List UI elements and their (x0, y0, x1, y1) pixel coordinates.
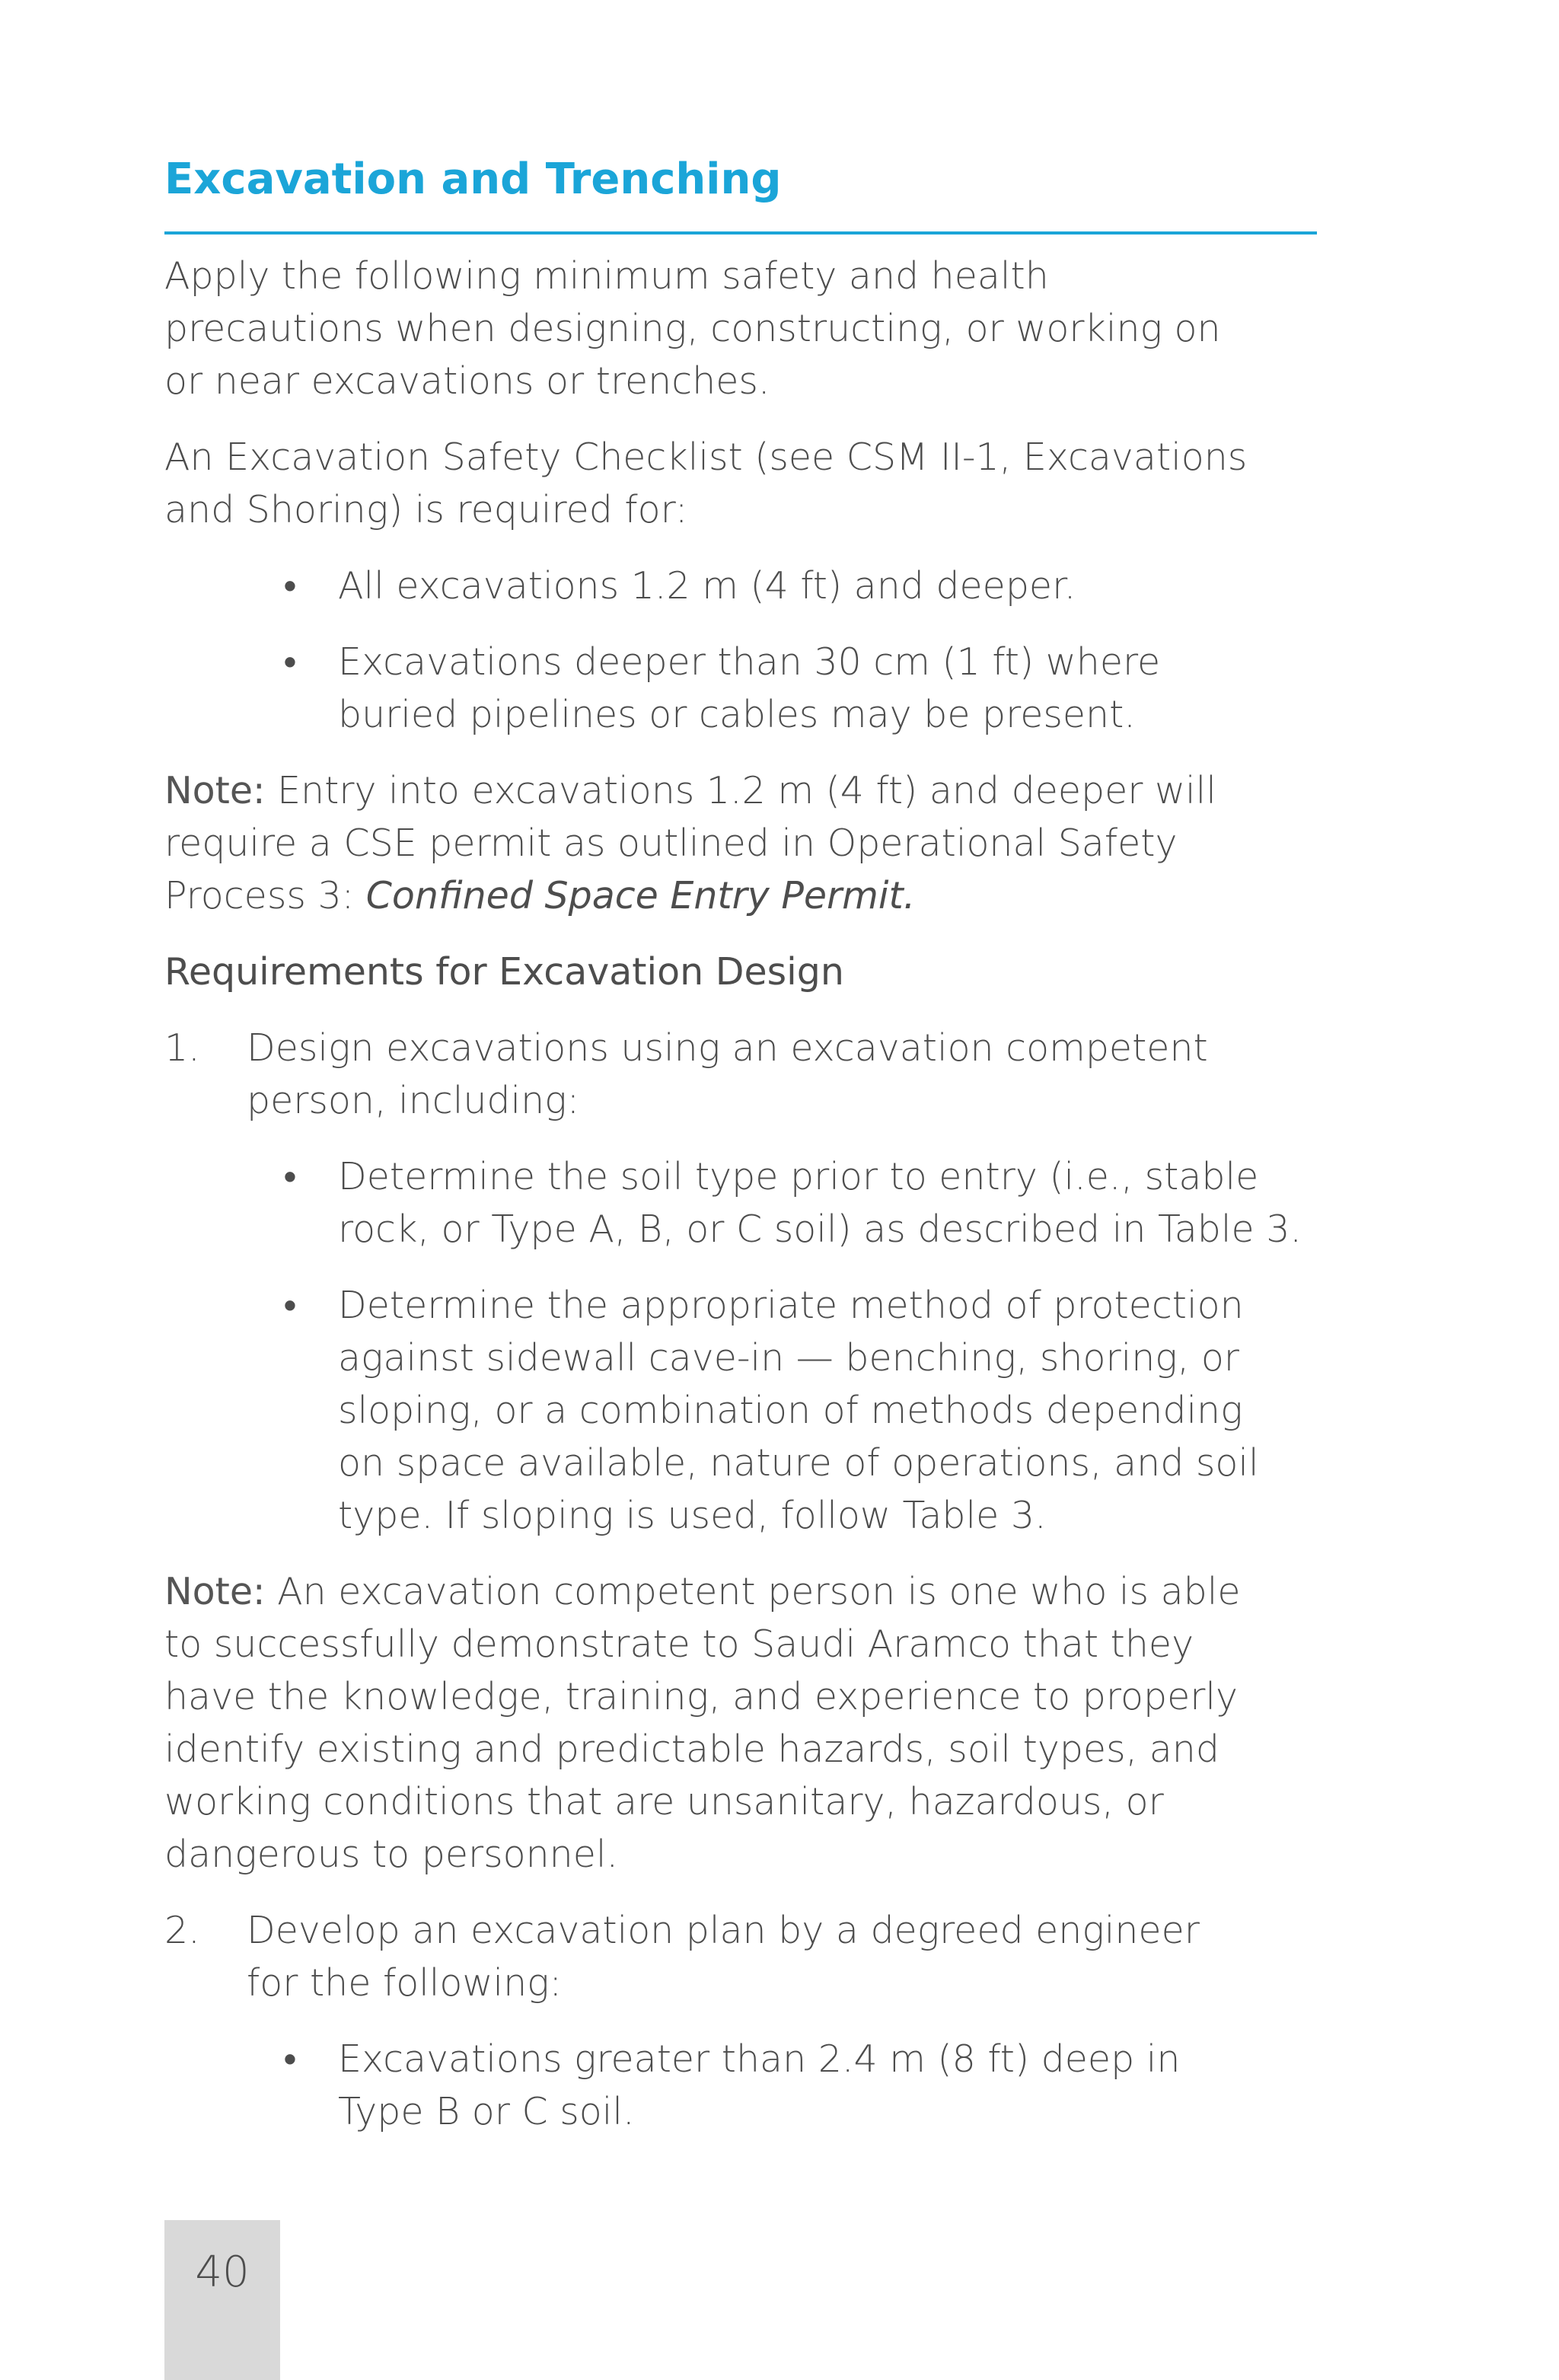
text-line: identify existing and predictable hazards, soil types, and (164, 1728, 1219, 1771)
text-line: person, including: (247, 1079, 580, 1122)
text-line: Excavations greater than 2.4 m (8 ft) deep in (338, 2037, 1181, 2081)
text-line: on space available, nature of operations, and soil (338, 1441, 1259, 1485)
bullet-icon: • (283, 640, 297, 684)
checklist-paragraph (164, 431, 1337, 536)
note-text: An excavation competent person is one who is able (265, 1570, 1241, 1613)
list-item (164, 1150, 1337, 1255)
numbered-item (164, 1022, 1337, 1127)
note-label: Note: (164, 1570, 266, 1613)
subsection-heading: Requirements for Excavation Design (164, 950, 844, 994)
intro-paragraph (164, 250, 1337, 407)
note-paragraph (164, 1565, 1337, 1881)
note-paragraph (164, 764, 1337, 922)
text-line (164, 869, 1337, 922)
text-line: An Excavation Safety Checklist (see CSM II-1, Excavations (164, 435, 1248, 479)
text-line: type. If sloping is used, follow Table 3. (338, 1494, 1047, 1537)
text-line: to successfully demonstrate to Saudi Aramco that they (164, 1622, 1194, 1666)
page-number-tab (164, 2220, 280, 2380)
text-line: for the following: (247, 1961, 563, 2005)
title-underline (164, 231, 1317, 234)
note-label: Note: (164, 769, 266, 812)
text-line: working conditions that are unsanitary, hazardous, or (164, 1780, 1164, 1823)
item-number: 1. (164, 1026, 200, 1070)
note-text: Process 3: (164, 874, 366, 917)
list-item (164, 636, 1337, 741)
bullet-icon: • (283, 564, 297, 608)
design-bullet-list (164, 1150, 1337, 1542)
bullet-icon: • (283, 2037, 297, 2081)
list-item (164, 2033, 1337, 2138)
note-text: Entry into excavations 1.2 m (4 ft) and deeper will (265, 769, 1216, 812)
text-line: Develop an excavation plan by a degreed engineer (247, 1909, 1200, 1952)
page-number: 40 (195, 2248, 250, 2297)
text-line: precautions when designing, constructing, or working on (164, 307, 1221, 350)
text-line (164, 764, 1337, 817)
plan-bullet-list (164, 2033, 1337, 2138)
page-content (164, 250, 1337, 2161)
text-line: rock, or Type A, B, or C soil) as described in Table 3. (338, 1208, 1302, 1251)
text-line: Type B or C soil. (338, 2090, 635, 2133)
text-line: buried pipelines or cables may be present. (338, 693, 1136, 736)
list-item (164, 560, 1337, 612)
text-line: All excavations 1.2 m (4 ft) and deeper. (338, 564, 1076, 608)
permit-reference: Confined Space Entry Permit. (365, 874, 916, 917)
text-line: Excavations deeper than 30 cm (1 ft) where (338, 640, 1161, 684)
bullet-icon: • (283, 1284, 297, 1327)
text-line: or near excavations or trenches. (164, 359, 770, 403)
text-line: sloping, or a combination of methods depending (338, 1389, 1243, 1432)
bullet-icon: • (283, 1155, 297, 1198)
numbered-item (164, 1904, 1337, 2009)
item-number: 2. (164, 1909, 200, 1952)
checklist-bullet-list (164, 560, 1337, 741)
text-line (164, 1565, 1337, 1618)
section-title: Excavation and Trenching (164, 155, 782, 204)
list-item (164, 1279, 1337, 1542)
text-line: and Shoring) is required for: (164, 488, 688, 531)
text-line: Apply the following minimum safety and health (164, 254, 1049, 298)
text-line: dangerous to personnel. (164, 1833, 619, 1876)
text-line: against sidewall cave-in — benching, shoring, or (338, 1336, 1239, 1380)
text-line: require a CSE permit as outlined in Operational Safety (164, 822, 1178, 865)
text-line: Determine the appropriate method of protection (338, 1284, 1244, 1327)
text-line: have the knowledge, training, and experience to properly (164, 1675, 1238, 1718)
text-line: Determine the soil type prior to entry (i.e., stable (338, 1155, 1259, 1198)
text-line: Design excavations using an excavation competent (247, 1026, 1208, 1070)
